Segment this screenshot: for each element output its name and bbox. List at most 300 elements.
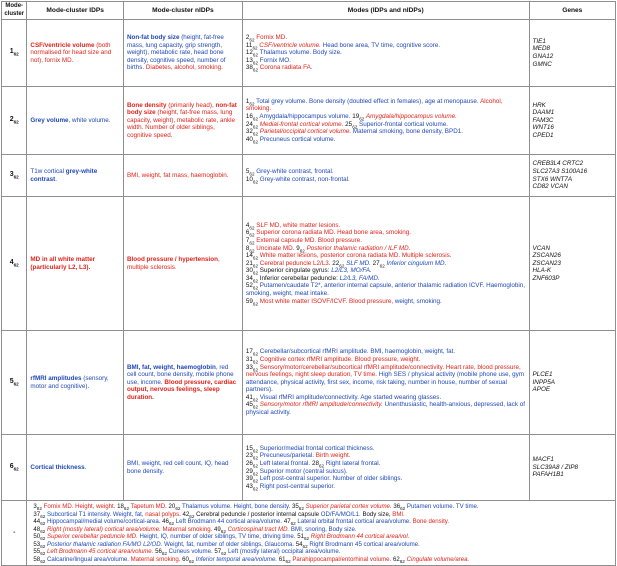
mode-entry xyxy=(246,64,526,72)
gene-name: DAAM1 xyxy=(532,109,555,117)
subscript-62: 62 xyxy=(123,506,130,512)
other-mode-text: 35 xyxy=(292,503,299,510)
idp-text: . xyxy=(84,463,87,471)
mode-text: 16 xyxy=(245,112,253,120)
cluster-genes xyxy=(529,87,615,155)
mode-entry xyxy=(246,34,526,42)
subscript-62: 62 xyxy=(13,51,19,57)
mode-text: 38 xyxy=(245,64,253,72)
mode-entry xyxy=(246,401,526,416)
subscript-62: 62 xyxy=(252,116,259,122)
mode-text: Precuneus cortical volume. xyxy=(258,135,336,143)
mode-text: 26 xyxy=(245,459,253,467)
other-mode-text: Left Brodmann 45 cortical area/volume. xyxy=(45,548,156,555)
other-mode-text: Left Brodmann 44 cortical area/volume. xyxy=(174,518,284,525)
mode-text: 27 xyxy=(372,259,380,267)
mode-entry xyxy=(246,168,526,176)
mode-text: 25 xyxy=(345,120,353,128)
mode-text: 13 xyxy=(245,56,253,64)
subscript-62: 62 xyxy=(252,397,259,403)
mode-entry xyxy=(246,282,526,297)
mode-entry xyxy=(246,237,526,245)
gene-name: ZSCAN26 xyxy=(532,252,561,260)
subscript-62: 62 xyxy=(40,513,46,519)
mode-entry xyxy=(246,452,526,460)
other-mode-text: 42 xyxy=(182,510,190,518)
subscript-62: 62 xyxy=(299,247,305,253)
mode-entry xyxy=(246,356,526,364)
other-mode-text: Tapetum MD. xyxy=(129,503,169,510)
subscript-62: 62 xyxy=(40,536,46,542)
subscript-62: 62 xyxy=(252,285,259,291)
mode-cluster-id xyxy=(2,197,27,331)
gene-name: STX6 WNT7A xyxy=(532,175,573,183)
mode-text: High SES / physical activity (mobile phone use, gym attendance, physical activity, first sex, income, risk taking, number in house, number of sexual partners). xyxy=(245,371,525,394)
other-mode-text: Superior cerebellar peduncle MD. xyxy=(45,533,140,540)
idp-text: grey-white contrast xyxy=(30,167,98,183)
subscript-62: 62 xyxy=(161,551,167,557)
cluster-genes xyxy=(529,331,615,435)
mode-text: Right lateral frontal. xyxy=(324,459,381,467)
other-mode-text: Thalamus volume. Height, bone density. xyxy=(180,503,292,510)
mode-text: 33 xyxy=(245,363,253,371)
other-mode-text: Calcarine/lingual area/volume. xyxy=(45,555,131,563)
mode-text: 30 xyxy=(245,267,253,275)
subscript-62: 62 xyxy=(252,67,259,73)
other-mode-text: Lateral orbital frontal cortical area/volume. xyxy=(295,518,413,525)
subscript-62: 62 xyxy=(339,262,345,268)
other-mode-text: 37 xyxy=(33,510,41,518)
gene-name: SLC39A8 / ZIP8 xyxy=(532,463,579,471)
cluster-modes xyxy=(242,197,529,331)
mode-entry xyxy=(246,348,526,356)
cluster-modes xyxy=(242,155,529,197)
other-mode-text: Right Brodmann 45 cortical area/volume. xyxy=(307,540,420,548)
idp-text: (both normalised for head size and not), fornix MD. xyxy=(30,41,112,64)
mode-entry xyxy=(246,222,526,230)
mode-text: Corona radiata FA. xyxy=(258,64,313,72)
other-mode-text: Inferior temporal area/volume. xyxy=(194,555,279,563)
subscript-62: 62 xyxy=(249,37,255,43)
mode-entry xyxy=(246,245,526,253)
subscript-62: 62 xyxy=(252,262,259,268)
cluster-idps xyxy=(27,155,124,197)
mode-entry xyxy=(246,267,526,275)
mode-text: 34 xyxy=(245,274,253,282)
mode-text: Precuneus/parietal. xyxy=(258,452,316,460)
nidp-text: BMI, weight, red cell count, IQ, head bone density. xyxy=(126,459,229,475)
cluster-row xyxy=(2,197,616,331)
cluster-row xyxy=(2,331,616,435)
subscript-62: 62 xyxy=(249,100,255,106)
subscript-62: 62 xyxy=(252,455,259,461)
other-mode-text: 56 xyxy=(155,548,162,555)
other-mode-text: Body size. xyxy=(328,525,357,533)
mode-entry xyxy=(246,364,526,394)
other-mode-text: Right Brodmann 44 cortical area/vol. xyxy=(309,533,410,540)
other-mode-text: 20 xyxy=(168,503,176,510)
subscript-62: 62 xyxy=(400,506,406,512)
other-mode-line xyxy=(33,511,609,519)
mode-entry xyxy=(246,445,526,453)
mode-text: 8 xyxy=(245,244,250,252)
mode-text: Superior-frontal cortical volume. xyxy=(357,120,448,128)
mode-cluster-table xyxy=(1,1,616,566)
gene-name: FAM3C xyxy=(532,116,554,124)
other-mode-text: Bone density. xyxy=(412,518,450,525)
subscript-62: 62 xyxy=(285,558,291,564)
mode-text: Unenthusiastic, health-anxious, depressed, lack of physical activity. xyxy=(245,401,525,417)
other-mode-text: Corticospinal tract MD. xyxy=(225,525,291,533)
mode-text: 2 xyxy=(245,34,250,42)
header-mode-cluster: Mode- cluster xyxy=(2,2,27,20)
other-mode-text: 61 xyxy=(278,555,286,563)
header-row xyxy=(2,2,616,20)
mode-text: L2/L3, MO/FA. xyxy=(331,267,372,275)
mode-text: Parietal/occipital cortical volume. xyxy=(258,128,352,136)
subscript-62: 62 xyxy=(252,44,258,50)
mode-text: 9 xyxy=(296,244,300,252)
nidp-text: , multiple sclerosis. xyxy=(126,255,220,271)
other-mode-text: 48 xyxy=(33,525,41,533)
cluster-number: 3 xyxy=(9,170,14,178)
subscript-62: 62 xyxy=(40,543,46,549)
other-mode-text: 60 xyxy=(182,555,189,563)
cluster-number: 1 xyxy=(9,48,14,55)
other-mode-text: 54 xyxy=(295,540,303,548)
idp-text: . xyxy=(55,175,57,183)
subscript-62: 62 xyxy=(40,528,46,534)
mode-entry xyxy=(246,49,526,57)
cluster-number: 6 xyxy=(9,462,14,470)
mode-cluster-id xyxy=(2,435,27,501)
nidp-text: (height, fat-free mass, lung capacity, grip strength, weight), metabolic rate, head bone density, cognitive speed, number of births. xyxy=(126,34,226,72)
mode-entry xyxy=(246,275,526,283)
header-genes: Genes xyxy=(529,2,615,20)
mode-text: 23 xyxy=(245,452,253,460)
other-mode-text: 49 xyxy=(213,525,221,533)
other-modes-row xyxy=(2,501,616,566)
gene-name: PLCE1 xyxy=(532,371,553,379)
subscript-62: 62 xyxy=(399,558,405,564)
gene-name: SLC27A3 S100A16 xyxy=(532,167,588,175)
subscript-62: 62 xyxy=(249,240,255,246)
cluster-nidps xyxy=(123,87,242,155)
other-mode-text: Maternal smoking. xyxy=(130,555,183,563)
subscript-62: 62 xyxy=(249,247,255,253)
idp-text: Grey volume xyxy=(30,116,69,124)
other-mode-line xyxy=(33,548,609,556)
mode-text: White matter lesions, posterior corona radiata MD. Multiple sclerosis. xyxy=(258,252,452,260)
mode-text: SLF MD. xyxy=(344,259,373,267)
mode-text: Maternal smoking, bone density, BPD1. xyxy=(351,128,464,136)
idp-text: MD in all white matter (particularly L2, L3). xyxy=(30,255,96,271)
subscript-62: 62 xyxy=(318,463,325,469)
mode-entry xyxy=(246,394,526,402)
idp-text: rfMRI amplitudes xyxy=(30,374,82,382)
other-mode-text: 51 xyxy=(297,533,304,540)
mode-text: 39 xyxy=(245,475,253,483)
mode-entry xyxy=(246,136,526,144)
mode-cluster-id xyxy=(2,331,27,435)
other-mode-line xyxy=(33,533,609,541)
subscript-62: 62 xyxy=(252,447,259,453)
other-mode-text: OD/FA/MO/L1. xyxy=(320,510,363,518)
mode-text: Most white matter ISOVF/ICVF. Blood pressure, xyxy=(258,297,395,305)
subscript-62: 62 xyxy=(168,521,175,527)
nidp-text: Blood pressure, cardiac output, nervous feelings, sleep duration. xyxy=(126,378,237,401)
mode-text: L2/L3, FA/MD. xyxy=(339,274,380,282)
other-mode-line xyxy=(33,556,609,564)
subscript-62: 62 xyxy=(303,536,310,542)
mode-text: Left lateral frontal. xyxy=(258,459,312,467)
mode-text: Grey-white contrast, frontal. xyxy=(254,167,334,175)
mode-text: 22 xyxy=(332,259,340,267)
other-mode-text: BMI. xyxy=(392,510,405,518)
gene-name: WNT16 xyxy=(532,124,554,132)
subscript-62: 62 xyxy=(252,470,259,476)
cluster-genes xyxy=(529,155,615,197)
mode-text: Fornix MO. xyxy=(258,56,291,64)
mode-text: Birth weight. xyxy=(315,452,351,460)
nidp-text: Blood pressure / hypertension xyxy=(126,255,218,263)
other-mode-text: 58 xyxy=(33,555,41,563)
other-mode-text: 53 xyxy=(33,540,41,548)
mode-text: 40 xyxy=(245,135,253,143)
mode-text: 21 xyxy=(245,259,253,267)
other-mode-text: Maternal smoking. xyxy=(162,525,214,533)
subscript-62: 62 xyxy=(13,261,19,267)
cluster-nidps xyxy=(123,435,242,501)
subscript-62: 62 xyxy=(252,131,259,137)
gene-name: HLA-K xyxy=(532,267,552,275)
subscript-62: 62 xyxy=(40,551,46,557)
other-mode-text: 3 xyxy=(33,503,37,510)
mode-text: 10 xyxy=(245,175,253,183)
mode-entry xyxy=(246,113,526,121)
mode-text: weight, smoking. xyxy=(394,297,442,305)
mode-text: 41 xyxy=(245,393,253,401)
mode-text: Amygdala/hippocampus volume. xyxy=(258,112,353,120)
gene-name: CD82 VCAN xyxy=(532,183,568,191)
mode-text: 31 xyxy=(245,355,253,363)
subscript-62: 62 xyxy=(252,138,259,144)
subscript-62: 62 xyxy=(252,278,259,284)
subscript-62: 62 xyxy=(40,521,46,527)
cluster-nidps xyxy=(123,331,242,435)
gene-name: HRK xyxy=(532,101,546,109)
mode-text: smoking. xyxy=(385,229,411,237)
gene-name: GMNC xyxy=(532,60,552,68)
cluster-row xyxy=(2,20,616,87)
gene-name: CREB3L4 CRTC2 xyxy=(532,160,584,168)
cluster-modes xyxy=(242,435,529,501)
other-mode-text: Posterior thalamic radiation FA/MO L2/OD. xyxy=(45,540,165,548)
subscript-62: 62 xyxy=(252,178,259,184)
cluster-nidps xyxy=(123,197,242,331)
idp-text: , white volume. xyxy=(68,116,111,124)
gene-name: INPP5A xyxy=(532,378,555,386)
other-mode-line xyxy=(33,541,609,549)
mode-text: Left post-central superior. xyxy=(258,475,333,483)
subscript-62: 62 xyxy=(36,506,42,512)
subscript-62: 62 xyxy=(252,359,259,365)
subscript-62: 62 xyxy=(302,543,308,549)
nidp-text: Diabetes, alcohol, smoking. xyxy=(145,64,223,72)
mode-text: 43 xyxy=(245,482,253,490)
gene-name: ZNF603P xyxy=(532,274,560,282)
other-mode-text: 62 xyxy=(392,555,400,563)
subscript-62: 62 xyxy=(249,171,255,177)
subscript-62: 62 xyxy=(221,551,227,557)
mode-text: 59 xyxy=(245,297,253,305)
mode-text: 1 xyxy=(245,97,250,105)
mode-cluster-id xyxy=(2,155,27,197)
idp-text: Cortical thickness xyxy=(30,463,85,471)
idp-text: T1w cortical xyxy=(30,167,66,175)
mode-text: Grey-white contrast, non-frontal. xyxy=(258,175,350,183)
mode-entry xyxy=(246,128,526,136)
nidp-text: (primarily head), xyxy=(166,101,216,109)
mode-entry xyxy=(246,460,526,468)
mode-text: 52 xyxy=(245,282,253,290)
cluster-number: 5 xyxy=(9,377,14,385)
mode-entry xyxy=(246,121,526,129)
cluster-idps xyxy=(27,435,124,501)
other-mode-text: Subcortical T1 intensity. Weight, fat, xyxy=(45,510,146,518)
mode-entry xyxy=(246,98,526,113)
mode-entry xyxy=(246,252,526,260)
mode-text: Cognitive cortex rfMRI amplitude. Blood pressure, weight. xyxy=(258,355,421,363)
mode-text: 11 xyxy=(245,41,253,49)
nidp-text: Bone density xyxy=(126,101,167,109)
subscript-62: 62 xyxy=(252,60,259,66)
subscript-62: 62 xyxy=(189,513,195,519)
subscript-62: 62 xyxy=(220,528,226,534)
nidp-text: non-fat body size xyxy=(126,101,237,117)
mode-text: Fornix MD. xyxy=(254,34,288,42)
other-cluster-id: - xyxy=(2,501,27,566)
other-mode-text: 44 xyxy=(33,518,41,525)
mode-text: 45 xyxy=(245,401,253,409)
nidp-text: Non-fat body size xyxy=(126,34,180,42)
subscript-62: 62 xyxy=(252,351,259,357)
mode-entry xyxy=(246,298,526,306)
subscript-62: 62 xyxy=(13,380,19,386)
gene-name: PAFAH1B1 xyxy=(532,471,564,479)
header-modes: Modes (IDPs and nIDPs) xyxy=(242,2,529,20)
gene-name: GNA12 xyxy=(532,53,554,60)
other-mode-text: 18 xyxy=(117,503,124,510)
subscript-62: 62 xyxy=(175,506,181,512)
subscript-62: 62 xyxy=(298,506,304,512)
subscript-62: 62 xyxy=(252,270,259,276)
cluster-row xyxy=(2,87,616,155)
mode-entry xyxy=(246,57,526,65)
other-mode-text: Body size, xyxy=(362,510,393,518)
mode-entry xyxy=(246,475,526,483)
subscript-62: 62 xyxy=(352,123,358,129)
header-idps: Mode-cluster IDPs xyxy=(27,2,124,20)
other-mode-line xyxy=(33,503,609,511)
mode-text: 17 xyxy=(245,348,253,356)
mode-text: Posterior thalamic radiation / ILF MD. xyxy=(304,244,411,252)
mode-text: 6 xyxy=(245,229,250,237)
subscript-62: 62 xyxy=(40,558,46,564)
mode-text: 24 xyxy=(245,120,253,128)
other-mode-text: Putamen volume. TV time. xyxy=(405,503,479,510)
mode-entry xyxy=(246,483,526,491)
cluster-idps xyxy=(27,197,124,331)
mode-text: 14 xyxy=(245,252,253,260)
mode-text: 29 xyxy=(245,467,253,475)
other-mode-text: 55 xyxy=(33,548,41,555)
mode-cluster-id xyxy=(2,20,27,87)
idp-text: CSF/ventricle volume xyxy=(30,41,95,49)
mode-text: 7 xyxy=(245,236,250,244)
mode-text: Medial-frontal cortical volume. xyxy=(258,120,344,128)
subscript-62: 62 xyxy=(13,465,19,471)
gene-name: MACF1 xyxy=(532,456,554,464)
other-mode-text: nasal polyps. xyxy=(145,510,181,518)
mode-entry xyxy=(246,260,526,268)
subscript-62: 62 xyxy=(252,463,259,469)
mode-text: Amygdala/hippocampus volume. xyxy=(364,112,457,120)
other-mode-text: Parahippocampal/entorhinal volume. xyxy=(290,555,393,563)
mode-text: 5 xyxy=(245,167,250,175)
gene-name: CPED1 xyxy=(532,131,554,139)
cluster-nidps xyxy=(123,20,242,87)
subscript-62: 62 xyxy=(252,404,259,410)
mode-text: Superior/medial frontal cortical thickness. xyxy=(258,444,375,452)
mode-text: 4 xyxy=(245,221,250,229)
mode-text: 15 xyxy=(245,444,253,452)
other-mode-text: 57 xyxy=(214,548,222,555)
mode-text: Superior motor (central sulcus). xyxy=(258,467,348,475)
gene-name: ZSCAN23 xyxy=(532,259,561,267)
nidp-text: (height, fat-free mass, lung capacity, weight), metabolic rate, ankle width. Number of older siblings, cognitive speed. xyxy=(126,109,235,139)
mode-text: Head bone area, TV time, cognitive score. xyxy=(320,41,441,49)
mode-text: Total grey volume. Bone density (doubled effect in females), age at menopause. xyxy=(254,97,481,105)
subscript-62: 62 xyxy=(249,232,255,238)
mode-text: SLF MD, white matter lesions. xyxy=(254,221,341,229)
gene-name: VCAN xyxy=(532,244,551,252)
subscript-62: 62 xyxy=(379,262,385,268)
mode-entry xyxy=(246,176,526,184)
cluster-genes xyxy=(529,435,615,501)
other-mode-text: 47 xyxy=(283,518,291,525)
cluster-modes xyxy=(242,20,529,87)
gene-name: TIE1 xyxy=(532,37,546,45)
mode-text: Visual rfMRI amplitude/connectivity. Age started wearing glasses. xyxy=(258,393,442,401)
nidp-text: , red cell count, bone density, mobile phone use, income. xyxy=(126,363,234,386)
cluster-number: 2 xyxy=(9,115,14,123)
mode-text: Cerebellar/subcortical rfMRI amplitude. BMI, haemoglobin, weight, fat. xyxy=(258,348,456,356)
subscript-62: 62 xyxy=(290,521,296,527)
mode-text: Superior corona radiata MD. Head bone area, xyxy=(254,229,386,237)
gene-name: MED8 xyxy=(532,45,551,53)
other-mode-text: 36 xyxy=(393,503,401,510)
mode-text: Inferior cingulum MD. xyxy=(384,259,447,267)
other-mode-text: Left (mostly lateral) occipital area/volume. xyxy=(226,548,341,555)
mode-text: Superior cingulate gyrus: xyxy=(258,267,332,275)
mode-text: Cerebral peduncle L2/L3. xyxy=(258,259,333,267)
mode-entry xyxy=(246,229,526,237)
subscript-62: 62 xyxy=(252,255,259,261)
other-mode-text: 50 xyxy=(33,533,41,540)
subscript-62: 62 xyxy=(252,52,259,58)
other-mode-text: BMI, snoring, xyxy=(290,525,329,533)
